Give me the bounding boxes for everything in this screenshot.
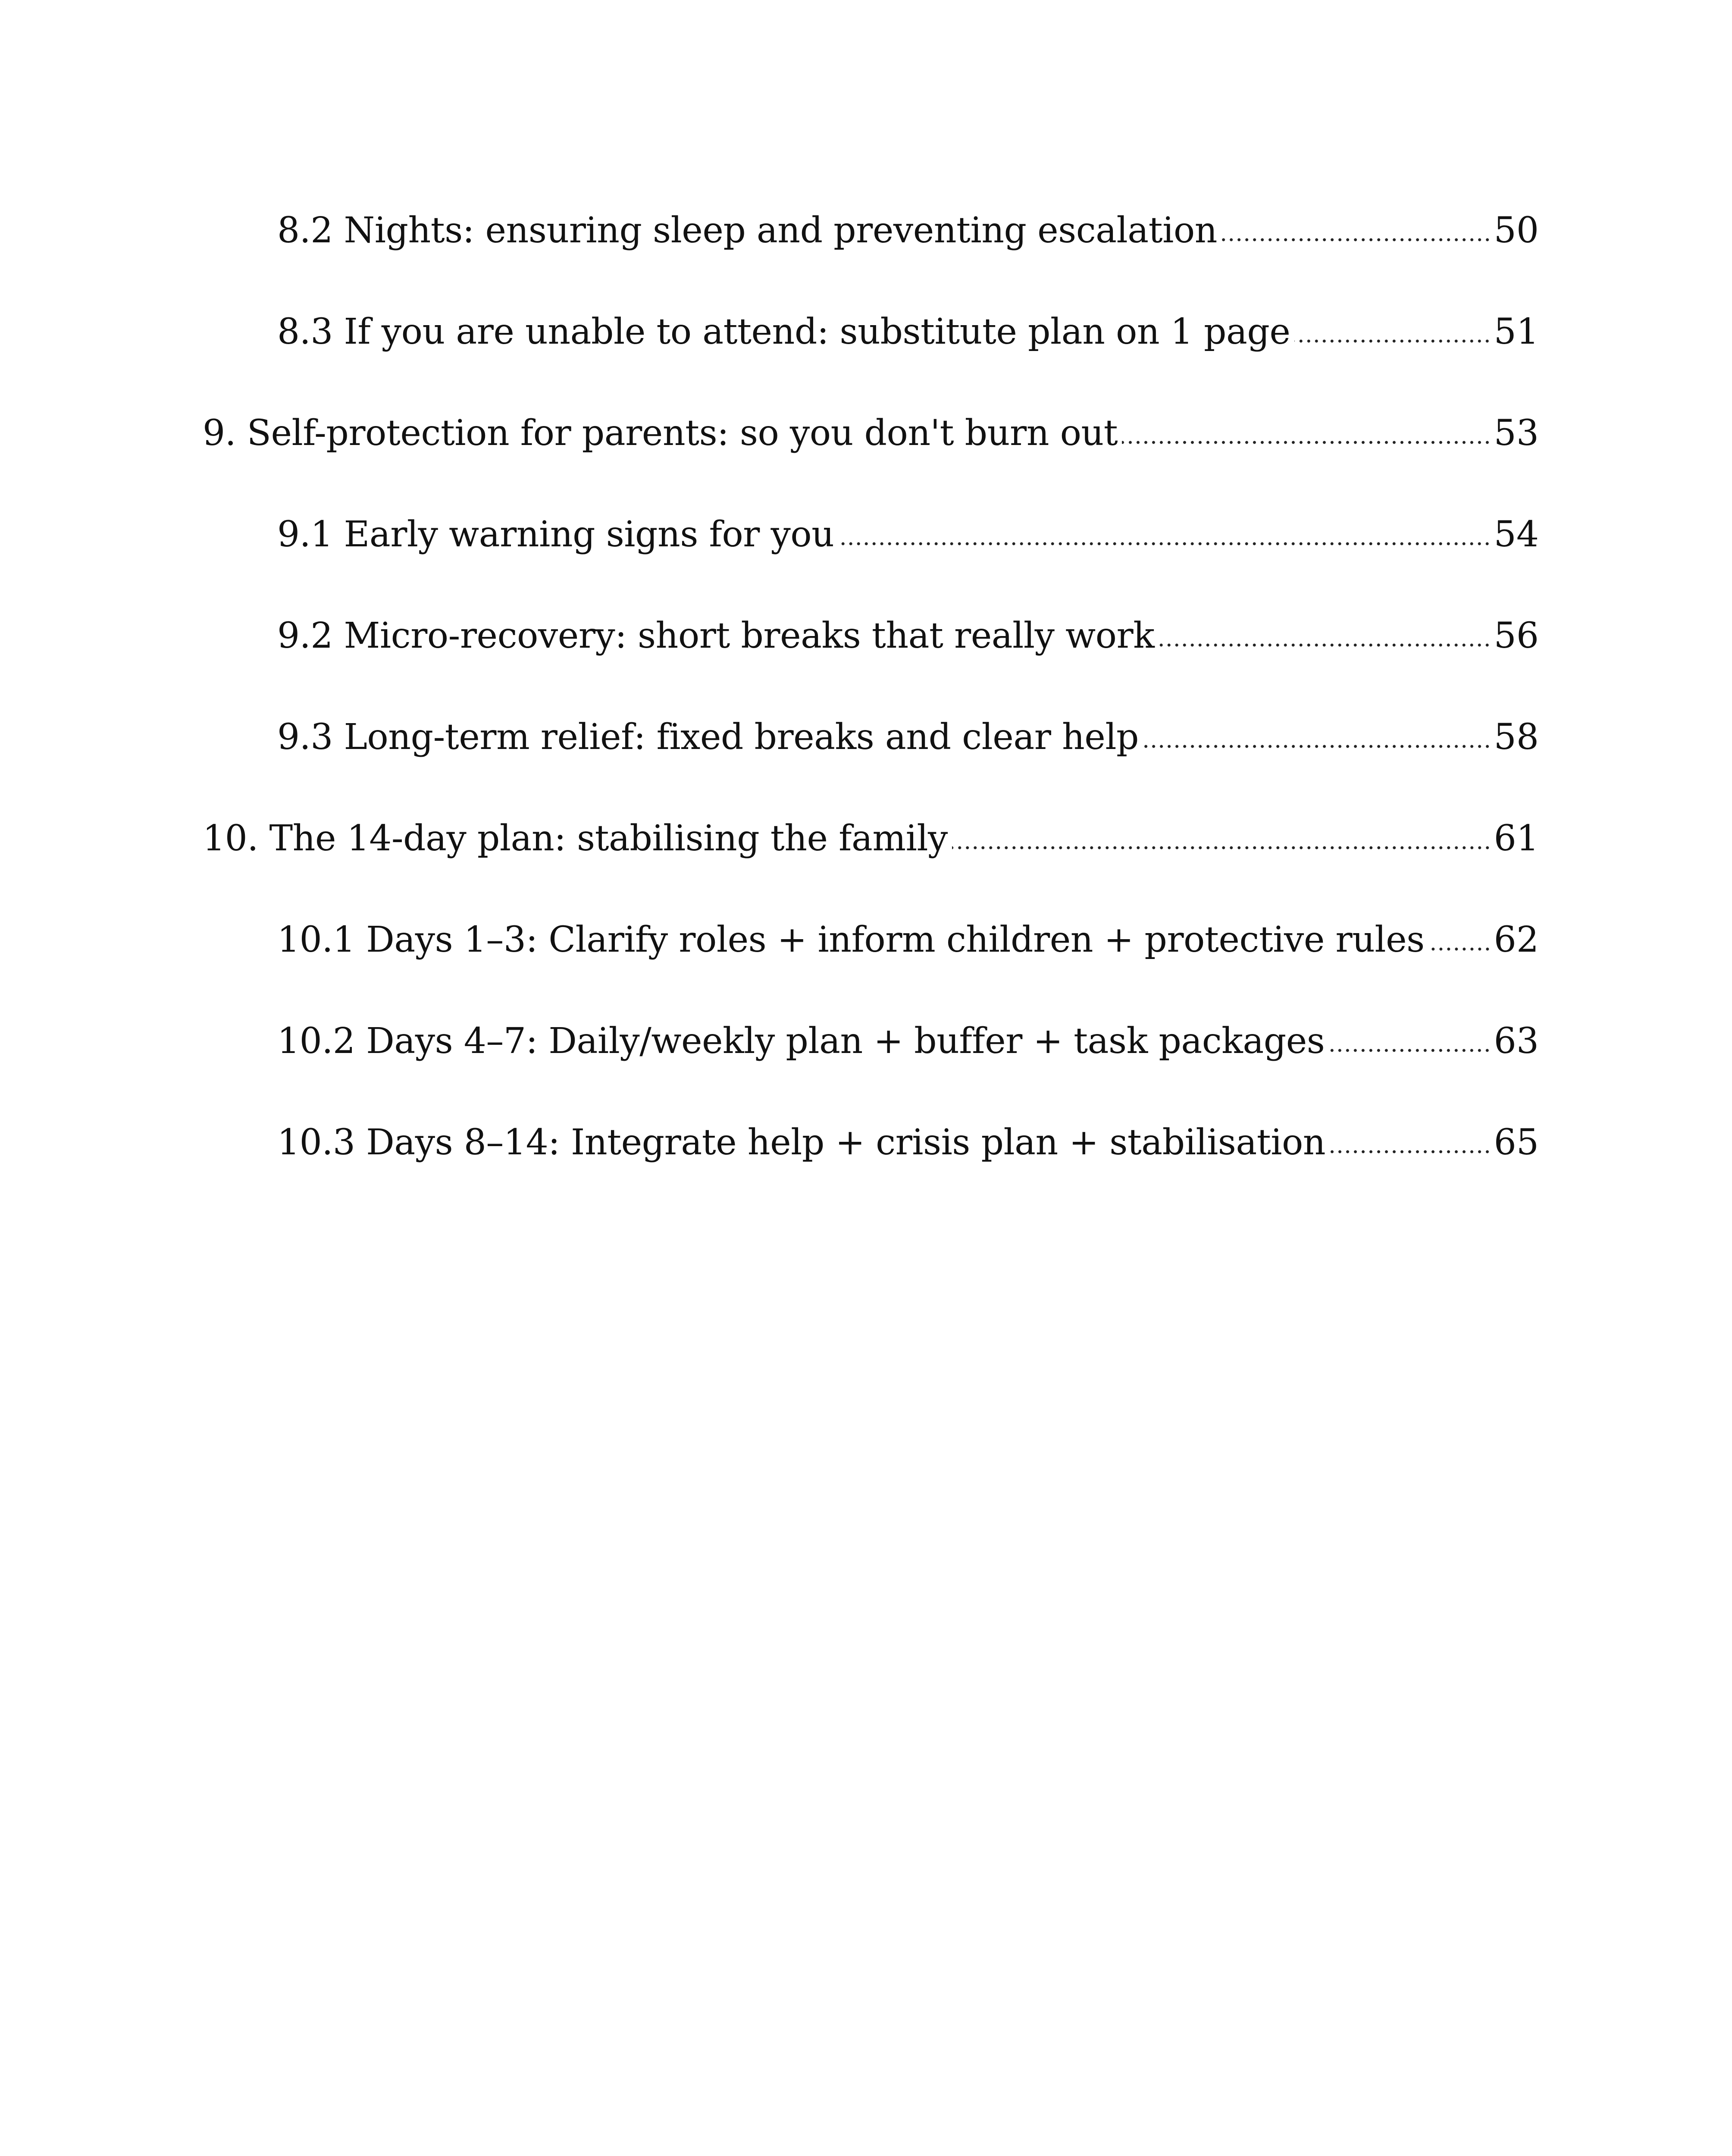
dot-leader (838, 542, 1491, 545)
dot-leader (1143, 745, 1491, 748)
toc-entry-page-number: 63 (1494, 1021, 1539, 1062)
toc-entry-title: 10.3 Days 8–14: Integrate help + crisis plan + stabilisation (277, 1122, 1326, 1163)
toc-entry-9[interactable] (203, 407, 1539, 459)
toc-entry-title: 8.3 If you are unable to attend: substitute plan on 1 page (277, 311, 1290, 352)
toc-entry-title: 10.1 Days 1–3: Clarify roles + inform children + protective rules (277, 919, 1425, 960)
toc-entry-page-number: 62 (1494, 919, 1539, 960)
dot-leader (1330, 1150, 1491, 1153)
toc-entry-10-1[interactable] (277, 914, 1539, 966)
toc-entry-10[interactable] (203, 813, 1539, 865)
dot-leader (1122, 441, 1491, 444)
toc-entry-page-number: 53 (1494, 413, 1539, 454)
toc-entry-10-2[interactable] (277, 1015, 1539, 1067)
toc-entry-page-number: 65 (1494, 1122, 1539, 1163)
toc-entry-page-number: 61 (1494, 818, 1539, 859)
toc-entry-8-3[interactable] (277, 306, 1539, 358)
toc-entry-9-1[interactable] (277, 509, 1539, 561)
toc-entry-page-number: 51 (1494, 311, 1539, 352)
toc-entry-title: 9.3 Long-term relief: fixed breaks and clear help (277, 717, 1139, 758)
dot-leader (952, 846, 1491, 849)
toc-entry-page-number: 54 (1494, 514, 1539, 555)
dot-leader (1221, 238, 1491, 241)
dot-leader (1294, 339, 1491, 343)
dot-leader (1159, 643, 1491, 647)
toc-entry-title: 10.2 Days 4–7: Daily/weekly plan + buffer + task packages (277, 1021, 1325, 1062)
toc-entry-title: 9.1 Early warning signs for you (277, 514, 834, 555)
dot-leader (1329, 1049, 1491, 1052)
toc-entry-page-number: 56 (1494, 615, 1539, 656)
toc-entry-9-2[interactable] (277, 610, 1539, 662)
toc-entry-title: 9.2 Micro-recovery: short breaks that really work (277, 615, 1155, 656)
toc-entry-title: 9. Self-protection for parents: so you don't burn out (203, 413, 1118, 454)
toc-entry-title: 10. The 14-day plan: stabilising the family (203, 818, 948, 859)
dot-leader (1429, 947, 1491, 951)
toc-entry-title: 8.2 Nights: ensuring sleep and preventing escalation (277, 210, 1217, 251)
toc-entry-page-number: 58 (1494, 717, 1539, 758)
toc-entry-8-2[interactable] (277, 205, 1539, 257)
toc-entry-page-number: 50 (1494, 210, 1539, 251)
toc-entry-10-3[interactable] (277, 1117, 1539, 1169)
toc-entry-9-3[interactable] (277, 711, 1539, 763)
